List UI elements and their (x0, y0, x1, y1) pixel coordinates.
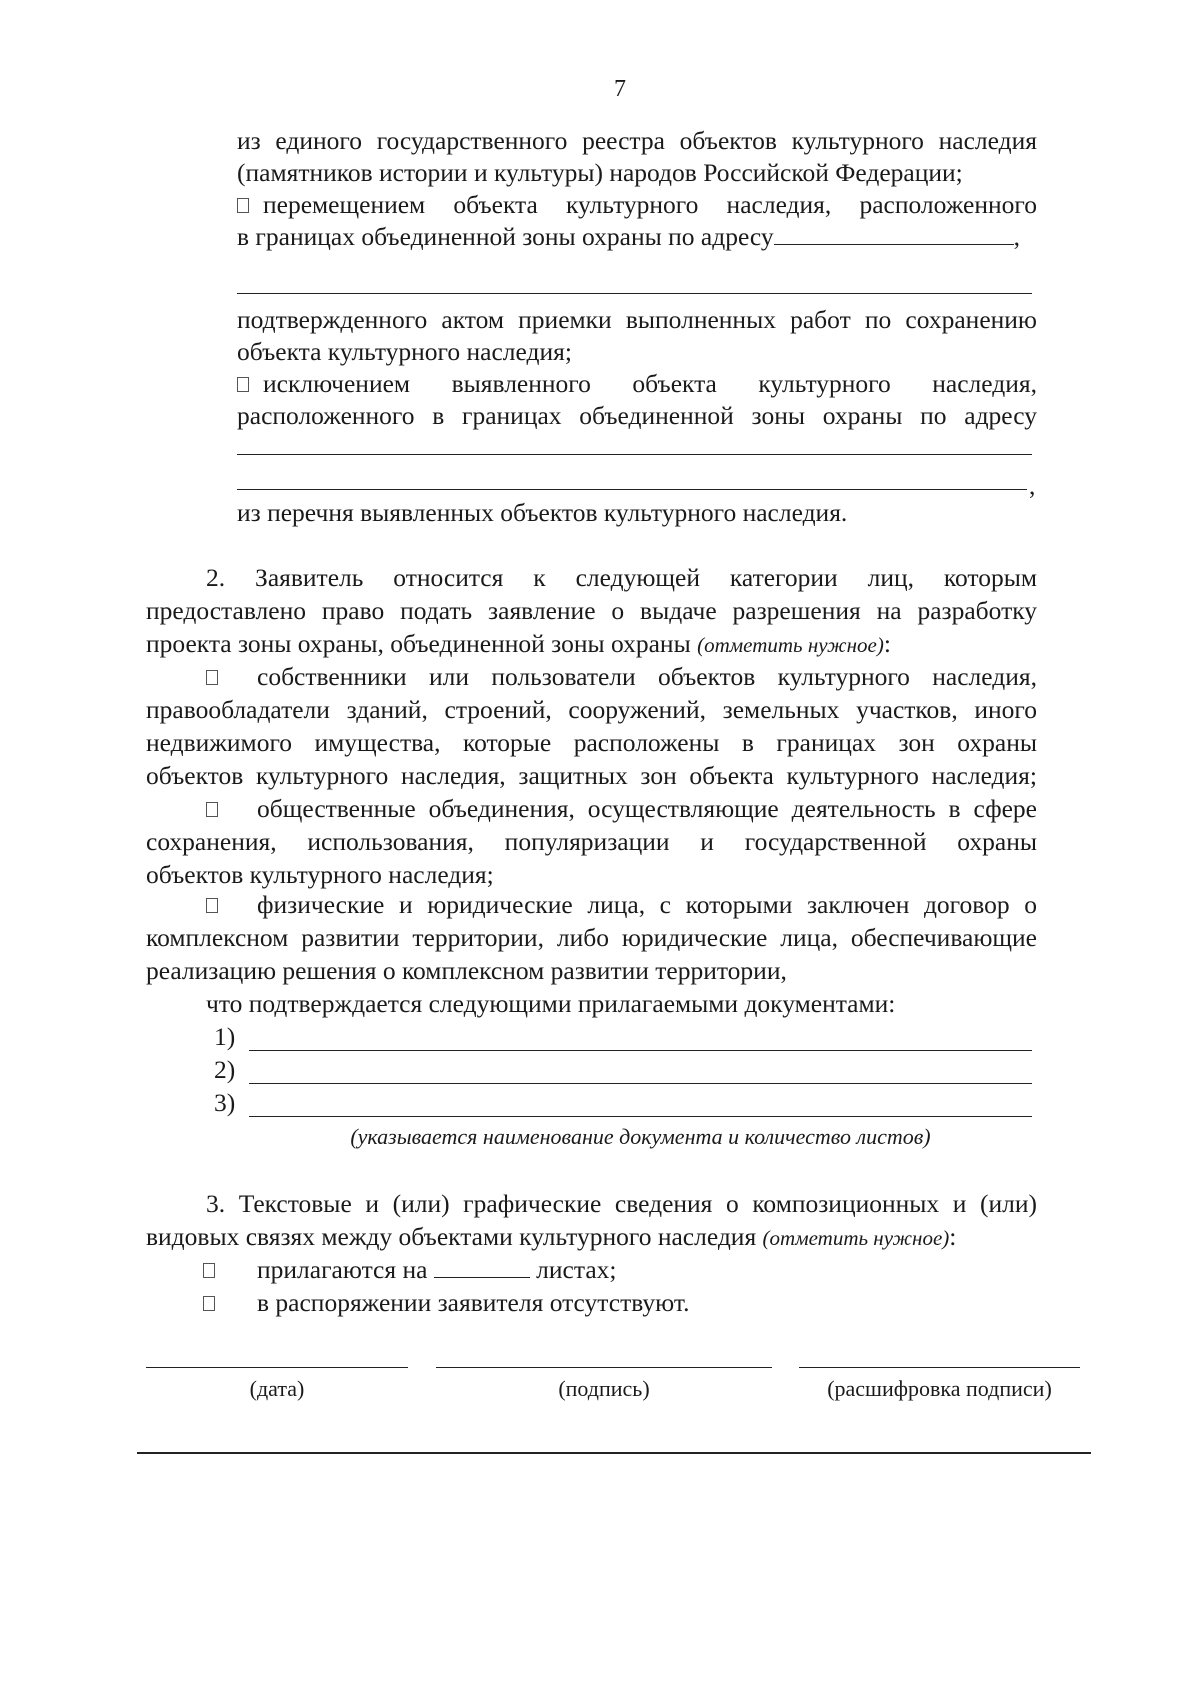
option-associations-line-1: общественные объединения, осуществляющие деятельность в сфере (257, 794, 1037, 823)
signature-caption: (подпись) (558, 1376, 650, 1401)
page-number: 7 (614, 76, 626, 102)
section2-note: (отметить нужное) (697, 633, 884, 657)
section2-colon: : (883, 629, 891, 658)
option-owners-line-1: собственники или пользователи объектов культурного наследия, (257, 662, 1037, 691)
signature-line[interactable] (436, 1367, 772, 1368)
docs-caption: (указывается наименование документа и количество листов) (350, 1124, 931, 1149)
signature-decode-caption: (расшифровка подписи) (827, 1376, 1052, 1401)
confirm-line-2: объекта культурного наследия; (237, 337, 572, 366)
option-attached-pre: прилагаются на (257, 1255, 428, 1284)
date-caption: (дата) (249, 1376, 305, 1401)
sheets-count-blank[interactable] (434, 1277, 530, 1278)
option-exclusion (237, 368, 1037, 400)
address-comma-1: , (1013, 222, 1021, 251)
checkbox-associations[interactable] (206, 802, 218, 817)
doc-number-1: 1) (214, 1022, 236, 1051)
doc-line-1[interactable] (249, 1050, 1032, 1051)
option-persons-line-1: физические и юридические лица, с которыми заключен договор о (257, 890, 1037, 919)
section2-line-1: 2. Заявитель относится к следующей категории лиц, которым (206, 563, 1037, 592)
address-blank-line-2[interactable] (237, 293, 1032, 294)
section3-colon: : (949, 1222, 957, 1251)
section2-line-3 (146, 628, 891, 661)
exclusion-address-line-1[interactable] (237, 454, 1032, 455)
exclusion-address-line-2[interactable] (237, 489, 1027, 490)
option-attached (257, 1254, 616, 1286)
doc-number-3: 3) (214, 1088, 236, 1117)
section3-line-2 (146, 1221, 956, 1254)
option-absent: в распоряжении заявителя отсутствуют. (257, 1288, 690, 1317)
option-owners-line-3: недвижимого имущества, которые расположены в границах зон охраны (146, 728, 1037, 757)
option-attached-post: листах; (536, 1255, 617, 1284)
doc-line-3[interactable] (249, 1116, 1032, 1117)
section3-line-1: 3. Текстовые и (или) графические сведения о композиционных и (или) (206, 1189, 1037, 1218)
checkbox-owners[interactable] (206, 670, 218, 685)
section1-line-2: (памятников истории и культуры) народов Российской Федерации; (237, 158, 963, 187)
option-associations-line-3: объектов культурного наследия; (146, 860, 494, 889)
exclusion-comma: , (1029, 471, 1036, 500)
option-move-address-label: в границах объединенной зоны охраны по адресу (237, 222, 774, 251)
option-persons-line-3: реализацию решения о комплексном развитии территории, (146, 956, 787, 985)
option-move-label: перемещением объекта культурного наследия, расположенного (263, 190, 1037, 219)
option-exclusion-line-2: расположенного в границах объединенной зоны охраны по адресу (237, 401, 1037, 430)
checkbox-move[interactable] (237, 198, 249, 213)
section2-line-3-text: проекта зоны охраны, объединенной зоны охраны (146, 629, 691, 658)
checkbox-absent[interactable] (203, 1296, 215, 1311)
address-blank-1[interactable] (774, 244, 1014, 245)
option-associations-line-2: сохранения, использования, популяризации и государственной охраны (146, 827, 1037, 856)
signature-decode-line[interactable] (799, 1367, 1080, 1368)
checkbox-persons[interactable] (206, 898, 218, 913)
checkbox-exclusion[interactable] (237, 377, 249, 392)
section2-line-2: предоставлено право подать заявление о выдаче разрешения на разработку (146, 596, 1037, 625)
option-persons-line-2: комплексном развитии территории, либо юридические лица, обеспечивающие (146, 923, 1037, 952)
option-exclusion-label: исключением выявленного объекта культурного наследия, (263, 369, 1037, 398)
section3-note: (отметить нужное) (762, 1226, 950, 1250)
confirm-line-1: подтвержденного актом приемки выполненных работ по сохранению (237, 305, 1037, 334)
doc-number-2: 2) (214, 1055, 236, 1084)
option-owners-line-2: правообладатели зданий, строений, сооружений, земельных участков, иного (146, 695, 1037, 724)
doc-line-2[interactable] (249, 1083, 1032, 1084)
date-line[interactable] (146, 1367, 408, 1368)
option-move (237, 189, 1037, 221)
bottom-separator (137, 1452, 1091, 1454)
docs-intro: что подтверждается следующими прилагаемыми документами: (206, 989, 896, 1018)
option-move-line-2 (237, 221, 1020, 253)
checkbox-attached[interactable] (203, 1263, 215, 1278)
section1-line-1: из единого государственного реестра объектов культурного наследия (237, 126, 1037, 155)
option-owners-line-4: объектов культурного наследия, защитных зон объекта культурного наследия; (146, 761, 1037, 790)
exclusion-end-text: из перечня выявленных объектов культурного наследия. (237, 498, 848, 527)
section3-line-2-text: видовых связях между объектами культурного наследия (146, 1222, 757, 1251)
